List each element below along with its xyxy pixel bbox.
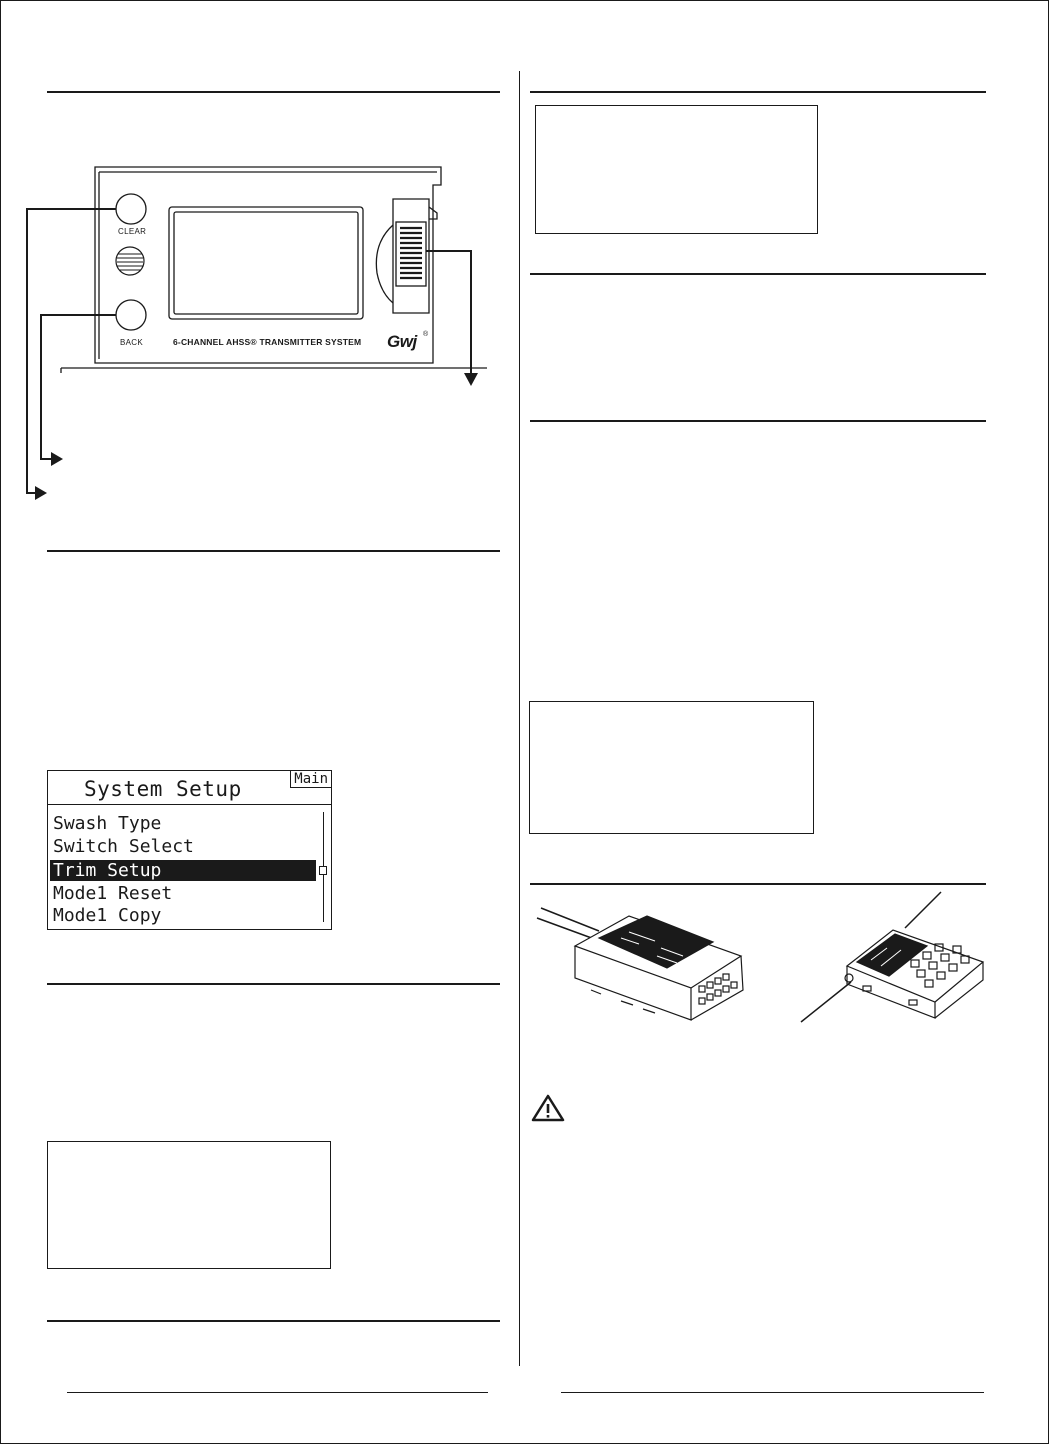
section-rule (47, 550, 500, 552)
column-divider (519, 71, 520, 1366)
arrow-icon (35, 486, 47, 500)
footer-rule (67, 1392, 488, 1393)
section-rule (47, 983, 500, 985)
section-rule (530, 883, 986, 885)
clear-label: CLEAR (118, 227, 147, 236)
lcd-scroll-thumb (319, 866, 327, 875)
receiver-icon (801, 892, 983, 1022)
back-button-icon (116, 300, 146, 330)
transmitter-drawing (21, 163, 491, 508)
receiver-icon (537, 908, 743, 1020)
registered-mark: ® (423, 331, 429, 338)
back-label: BACK (120, 338, 143, 347)
lcd-separator (48, 804, 331, 805)
lcd-menu-item[interactable]: Mode1 Copy (53, 905, 162, 926)
warning-triangle-icon (530, 1093, 566, 1123)
lcd-menu-item[interactable]: Switch Select (53, 836, 194, 857)
back-callout-line (41, 315, 116, 459)
clear-button-icon (116, 194, 146, 224)
speaker-grille-icon (116, 247, 144, 275)
lcd-menu-item-selected[interactable]: Trim Setup (50, 860, 316, 881)
transmitter-system-text: 6-CHANNEL AHSS® TRANSMITTER SYSTEM (173, 337, 362, 347)
receivers-illustration (521, 886, 991, 1031)
placeholder-box (47, 1141, 331, 1269)
lcd-tag: Main (290, 771, 331, 788)
transmitter-illustration (21, 163, 491, 508)
lcd-menu-item[interactable]: Swash Type (53, 813, 162, 834)
placeholder-box (535, 105, 818, 234)
section-rule (530, 273, 986, 275)
arrow-icon (464, 373, 478, 386)
section-rule (530, 91, 986, 93)
lcd-title: System Setup (84, 777, 242, 801)
section-rule (47, 1320, 500, 1322)
footer-rule (561, 1392, 984, 1393)
arrow-icon (51, 452, 63, 466)
placeholder-box (529, 701, 814, 834)
lcd-screen (47, 770, 332, 930)
brand-logo: Gwj (387, 332, 417, 351)
section-rule (47, 91, 500, 93)
lcd-menu-item[interactable]: Mode1 Reset (53, 883, 173, 904)
section-rule (530, 420, 986, 422)
scroll-roller-icon (396, 222, 426, 286)
